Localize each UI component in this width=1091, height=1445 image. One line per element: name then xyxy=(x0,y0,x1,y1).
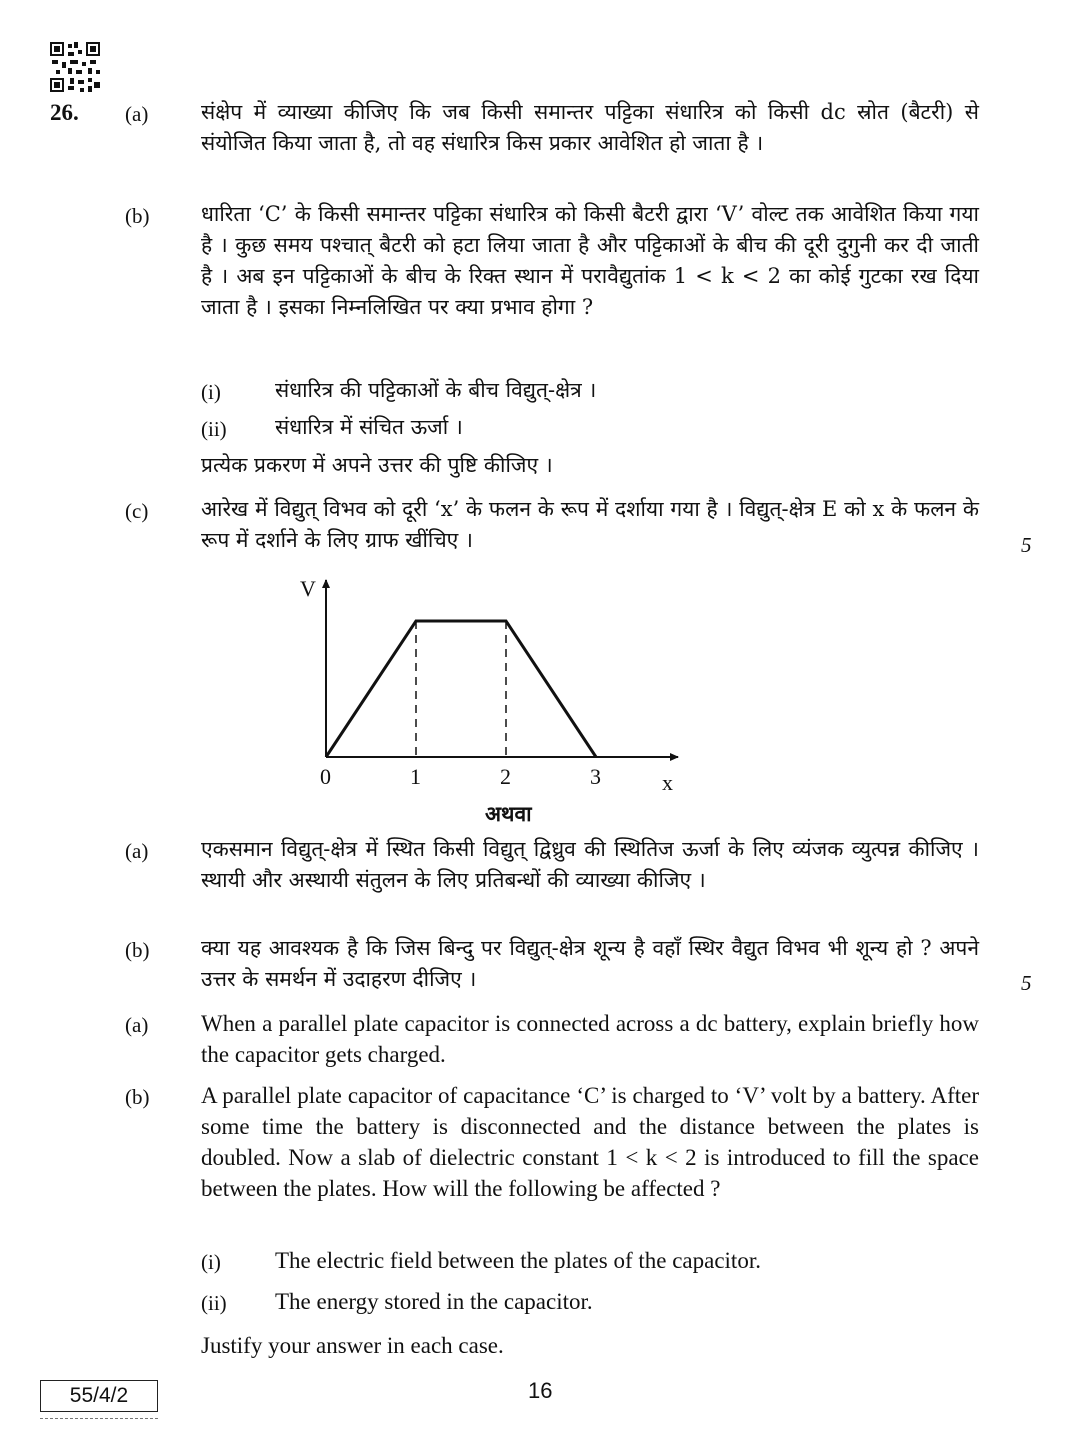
hindi-part-a-label: (a) xyxy=(125,102,149,126)
hindi-part-b-label: (b) xyxy=(125,204,150,228)
hindi-or-b-text: क्या यह आवश्यक है कि जिस बिन्दु पर विद्युत्-क्षेत्र शून्य है वहाँ स्थिर वैद्युत विभव भी शून्य हो ? अपने उत्तर के समर्थन में उदाहरण दीजिए । xyxy=(201,936,979,991)
x-tick-label: 1 xyxy=(410,764,421,789)
english-part-a-text: When a parallel plate capacitor is connected across a dc battery, explain briefly how the capacitor gets charged. xyxy=(201,1011,979,1067)
x-tick-label: 2 xyxy=(500,764,511,789)
paper-code-box: 55/4/2 xyxy=(40,1380,158,1412)
english-sub-ii-label: (ii) xyxy=(201,1291,227,1315)
english-justify-text: Justify your answer in each case. xyxy=(201,1333,504,1358)
potential-line xyxy=(326,621,596,757)
qr-code-icon xyxy=(50,42,100,92)
marks-or: 5 xyxy=(1021,971,1032,995)
or-separator: अथवा xyxy=(485,801,532,826)
english-part-b-text: A parallel plate capacitor of capacitance ‘C’ is charged to ‘V’ volt by a battery. After some time the battery is disconnected and the distance between the plates is doubled. Now a slab of dielectric constant 1 < k < 2 is introduced to fill the space between the plates. How will the following be affected ? xyxy=(201,1083,979,1201)
english-part-a-label: (a) xyxy=(125,1013,149,1037)
marks-c: 5 xyxy=(1021,533,1032,557)
hindi-sub-i-label: (i) xyxy=(201,380,221,404)
y-axis-label: V xyxy=(300,576,316,601)
hindi-sub-i-text: संधारित्र की पट्टिकाओं के बीच विद्युत्-क्षेत्र । xyxy=(275,378,597,402)
english-sub-i-text: The electric field between the plates of the capacitor. xyxy=(275,1248,761,1273)
hindi-sub-ii-label: (ii) xyxy=(201,417,227,441)
hindi-sub-ii-text: संधारित्र में संचित ऊर्जा । xyxy=(275,415,463,439)
hindi-or-a-text: एकसमान विद्युत्-क्षेत्र में स्थित किसी विद्युत् द्विध्रुव की स्थितिज ऊर्जा के लिए व्यंजक व्युत्पन्न कीजिए । स्थायी और अस्थायी संतुलन के लिए प्रतिबन्धों की व्याख्या कीजिए । xyxy=(201,837,979,892)
potential-distance-graph xyxy=(280,570,700,810)
hindi-part-a-text: संक्षेप में व्याख्या कीजिए कि जब किसी समान्तर पट्टिका संधारित्र को किसी dc स्रोत (बैटरी) से संयोजित किया जाता है, तो वह संधारित्र किस प्रकार आवेशित हो जाता है । xyxy=(201,100,979,155)
english-part-b-label: (b) xyxy=(125,1085,150,1109)
paper-code-fine-print xyxy=(40,1418,158,1427)
hindi-or-a-label: (a) xyxy=(125,839,149,863)
english-sub-i-label: (i) xyxy=(201,1250,221,1274)
hindi-part-c-text: आरेख में विद्युत् विभव को दूरी ‘x’ के फलन के रूप में दर्शाया गया है । विद्युत्-क्षेत्र E को x के फलन के रूप में दर्शाने के लिए ग्राफ खींचिए । xyxy=(201,497,979,552)
x-axis-label: x xyxy=(662,770,673,795)
question-number: 26. xyxy=(50,100,79,125)
x-tick-label: 3 xyxy=(590,764,601,789)
hindi-justify-text: प्रत्येक प्रकरण में अपने उत्तर की पुष्टि कीजिए । xyxy=(201,453,553,477)
x-tick-label: 0 xyxy=(320,764,331,789)
hindi-part-b-text: धारिता ‘C’ के किसी समान्तर पट्टिका संधारित्र को किसी बैटरी द्वारा ‘V’ वोल्ट तक आवेशित किया गया है । कुछ समय पश्चात् बैटरी को हटा लिया जाता है और पट्टिकाओं के बीच की दूरी दुगुनी कर दी जाती है । अब इन पट्टिकाओं के बीच के रिक्त स्थान में परावैद्युतांक 1 < k < 2 का कोई गुटका रख दिया जाता है । इसका निम्नलिखित पर क्या प्रभाव होगा ? xyxy=(201,202,979,319)
english-sub-ii-text: The energy stored in the capacitor. xyxy=(275,1289,593,1314)
hindi-or-b-label: (b) xyxy=(125,938,150,962)
hindi-part-c-label: (c) xyxy=(125,499,149,523)
page-number: 16 xyxy=(528,1378,553,1403)
